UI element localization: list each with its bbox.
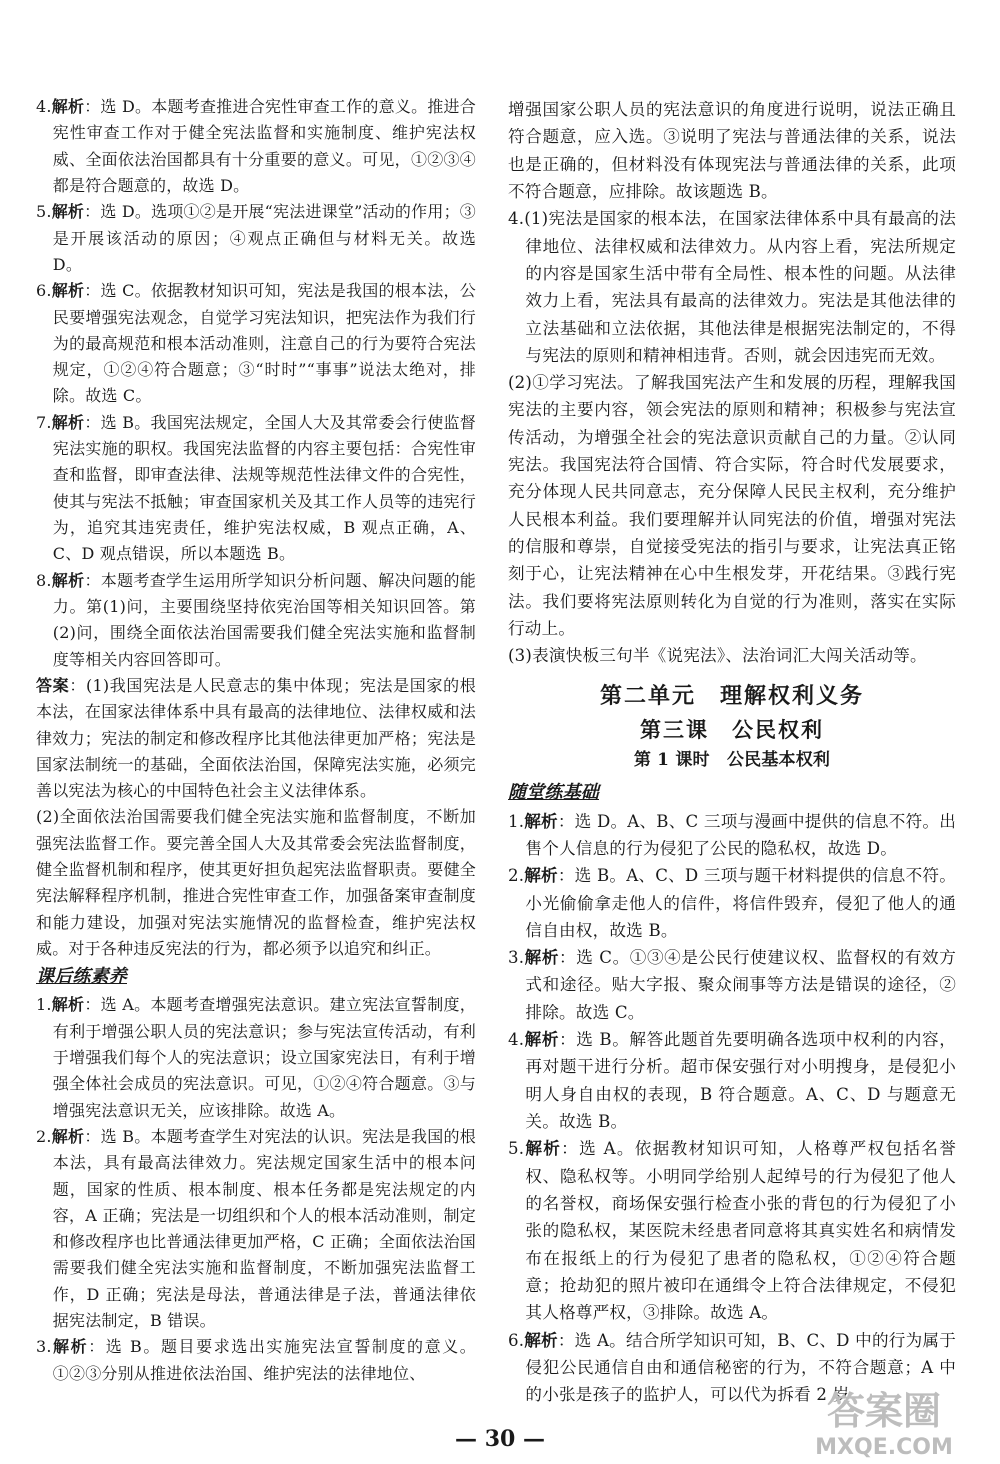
- item-text: ：选 B。A、C、D 三项与题干材料提供的信息不符。小光偷偷拿走他人的信件，将信件毁弃，侵犯了他人的通信自由权，故选 B。: [525, 866, 956, 940]
- item-text: ：选 B。我国宪法规定，全国人大及其常委会行使监督宪法实施的职权。我国宪法监督的内容主要包括：合宪性审查和监督，即审查法律、法规等规范性法律文件的合宪性，使其与宪法不抵触；审查国家机关及其工作人员等的违宪行为，追究其违宪责任，维护宪法权威，B 观点正确，A、C、D 观点错误，所以本题选 B。: [52, 412, 476, 564]
- item-text: ：选 D。本题考查推进合宪性审查工作的意义。推进合宪性审查工作对于健全宪法监督和实施制度、维护宪法权威、全面依法治国都具有十分重要的意义。可见，①②③④都是符合题意的，故选 D。: [52, 97, 476, 195]
- answer-item: [36, 568, 476, 673]
- item-label: 解析: [524, 1138, 562, 1159]
- item-number: 1.: [508, 811, 525, 831]
- item-number: 7.: [36, 412, 52, 432]
- item-text: ：选 C。依据教材知识可知，宪法是我国的根本法，公民要增强宪法观念，自觉学习宪法知识，把宪法作为我们行为的最高规范和根本活动准则，注意自己的行为要符合宪法规定，①②④符合题意；③“时时”“事事”说法太绝对，排除。故选 C。: [52, 281, 476, 406]
- item-text: ：(1)我国宪法是人民意志的集中体现；宪法是国家的根本法，在国家法律体系中具有最高的法律地位、法律权威和法律效力；宪法的制定和修改程序比其他法律更加严格；宪法是国家法制统一的基础，全面依法治国，保障宪法实施，必须完善以宪法为核心的中国特色社会主义法律体系。: [36, 675, 476, 801]
- item-text: ：选 B。本题考查学生对宪法的认识。宪法是我国的根本法，具有最高法律效力。宪法规定国家生活中的根本问题，国家的性质、根本制度、根本任务都是宪法规定的内容，A 正确；宪法是一切组织和个人的根本活动准则，制定和修改程序也比普通法律更加严格，C 正确；全面依法治国需要我们健全宪法实施和监督制度，不断加强宪法监督工作，D 正确；宪法是母法，普通法律是子法，普通法律依据宪法制定，B 错误。: [52, 1126, 476, 1331]
- item-text: ：选 A。依据教材知识可知，人格尊严权包括名誉权、隐私权等。小明同学给别人起绰号的行为侵犯了他人的名誉权，商场保安强行检查小张的背包的行为侵犯了小张的隐私权，某医院未经患者同意将其真实姓名和病情发布在报纸上的行为侵犯了患者的隐私权，①②④符合题意；抢劫犯的照片被印在通缉令上符合法律规定，不侵犯其人格尊严权，③排除。故选 A。: [525, 1139, 956, 1323]
- item-number: 6.: [508, 1330, 525, 1350]
- section-heading: 课后练素养: [36, 966, 127, 988]
- answer-item: [508, 808, 956, 863]
- section-heading: 随堂练基础: [508, 781, 599, 803]
- answer-item: [36, 992, 476, 1124]
- right-column: [508, 96, 956, 1408]
- item-label: 解析: [51, 281, 85, 301]
- item-label: 解析: [51, 1337, 89, 1357]
- item-label: 解析: [51, 995, 85, 1015]
- item-label: 解析: [524, 1029, 560, 1050]
- item-number: 1.: [36, 995, 52, 1015]
- watermark-logo: [796, 1374, 972, 1462]
- answer-item: [508, 862, 956, 944]
- answer-paragraph: [508, 369, 956, 642]
- item-text: (2)全面依法治国需要我们健全宪法实施和监督制度，不断加强宪法监督工作。要完善全国人大及其常委会宪法监督制度，健全监督机制和程序，使其更好担负起宪法监督职责。要健全宪法解释程序机制，推进合宪性审查工作，加强备案审查制度和能力建设，加强对宪法实施情况的监督检查，维护宪法权威。对于各种违反宪法的行为，都必须予以追究和纠正。: [36, 807, 476, 958]
- answer-item: [36, 1124, 476, 1335]
- item-number: 5.: [36, 202, 52, 222]
- item-text: ：选 D。选项①②是开展“宪法进课堂”活动的作用；③是开展该活动的原因；④观点正确但与材料无关。故选 D。: [52, 202, 476, 274]
- answer-item: [36, 1334, 476, 1387]
- answer-item: [36, 94, 476, 199]
- answer-item: [508, 1026, 956, 1135]
- item-text: ：本题考查学生运用所学知识分析问题、解决问题的能力。第(1)问，主要围绕坚持依宪治国等相关知识回答。第(2)问，围绕全面依法治国需要我们健全宪法实施和监督制度等相关内容回答即可。: [52, 570, 476, 669]
- left-column: [36, 94, 476, 1387]
- item-label: 解析: [51, 1126, 85, 1146]
- answer-paragraph: [508, 642, 956, 669]
- item-label: 解析: [524, 810, 558, 831]
- answer-item: [36, 278, 476, 410]
- item-number: 2.: [36, 1126, 52, 1146]
- watermark-url: MXQE.COM: [815, 1435, 953, 1460]
- item-text: 增强国家公职人员的宪法意识的角度进行说明，说法正确且符合题意，应入选。③说明了宪法与普通法律的关系，说法也是正确的，但材料没有体现宪法与普通法律的关系，此项不符合题意，应排除。故该题选 B。: [508, 100, 956, 201]
- item-number: 3.: [36, 1337, 52, 1357]
- item-text: ：选 A。结合所学知识可知，B、C、D 中的行为属于侵犯公民通信自由和通信秘密的行为，不符合题意；A 中的小张是孩子的监护人，可以代为拆看 2 岁: [525, 1330, 956, 1405]
- item-number: 5.: [508, 1139, 525, 1159]
- item-text: (2)①学习宪法。了解我国宪法产生和发展的历程，理解我国宪法的主要内容，领会宪法的原则和精神；积极参与宪法宣传活动，为增强全社会的宪法意识贡献自己的力量。②认同宪法。我国宪法符合国情、符合实际，符合时代发展要求，充分体现人民共同意志，充分保障人民民主权利，充分维护人民根本利益。我们要理解并认同宪法的价值，增强对宪法的信服和尊崇，自觉接受宪法的指引与要求，让宪法真正铭刻于心，让宪法精神在心中生根发芽，开花结果。③践行宪法。我们要将宪法原则转化为自觉的行为准则，落实在实际行动上。: [508, 373, 956, 638]
- answer-item: [508, 944, 956, 1026]
- item-text: (1)宪法是国家的根本法，在国家法律体系中具有最高的法律地位、法律权威和法律效力。从内容上看，宪法所规定的内容是国家生活中带有全局性、根本性的问题。从法律效力上看，宪法具有最高的法律效力。宪法是其他法律的立法基础和立法依据，其他法律是根据宪法制定的，不得与宪法的原则和精神相违背。否则，就会因违宪而无效。: [524, 209, 956, 365]
- lesson-title: 第三课 公民权利: [640, 716, 824, 742]
- item-label: 答案: [36, 675, 70, 695]
- item-text: ：选 B。解答此题首先要明确各选项中权利的内容，再对题干进行分析。超市保安强行对小明搜身，是侵犯小明人身自由权的表现，B 符合题意。A、C、D 与题意无关。故选 B。: [525, 1030, 956, 1131]
- answer-item: [36, 199, 476, 278]
- item-text: ：选 C。①③④是公民行使建议权、监督权的有效方式和途径。贴大字报、聚众闹事等方法是错误的途径，②排除。故选 C。: [525, 948, 956, 1022]
- item-number: 2.: [508, 866, 525, 886]
- item-label: 解析: [524, 865, 558, 886]
- item-number: 4.: [508, 209, 525, 229]
- item-label: 解析: [51, 412, 85, 432]
- answer-paragraph: [508, 96, 956, 205]
- item-label: 解析: [524, 1329, 558, 1350]
- page-number-dash-right: —: [515, 1426, 545, 1452]
- watermark-brand: 答案圈: [826, 1389, 942, 1433]
- item-number: 4.: [508, 1030, 525, 1050]
- item-label: 解析: [51, 97, 85, 116]
- item-text: ：选 B。题目要求选出实施宪法宣誓制度的意义。①②③分别从推进依法治国、维护宪法的法律地位、: [52, 1337, 476, 1383]
- page-number-value: 30: [484, 1426, 516, 1452]
- item-number: 3.: [508, 948, 525, 968]
- item-number: 4.: [36, 97, 52, 116]
- page-number-dash-left: —: [455, 1426, 485, 1452]
- item-label: 解析: [51, 570, 85, 590]
- answer-item: [508, 1135, 956, 1326]
- answer-paragraph: [36, 673, 476, 805]
- unit-title: 第二单元 理解权利义务: [599, 682, 864, 709]
- item-number: 6.: [36, 281, 52, 301]
- item-text: (3)表演快板三句半《说宪法》、法治词汇大闯关活动等。: [508, 646, 927, 666]
- item-number: 8.: [36, 570, 52, 590]
- period-title: 第 1 课时 公民基本权利: [633, 749, 831, 770]
- answer-paragraph: [36, 804, 476, 962]
- item-text: ：选 A。本题考查增强宪法意识。建立宪法宣誓制度，有利于增强公职人员的宪法意识；参与宪法宣传活动，有利于增强我们每个人的宪法意识；设立国家宪法日，有利于增强全体社会成员的宪法意识。可见，①②④符合题意。③与增强宪法意识无关，应该排除。故选 A。: [52, 995, 476, 1120]
- item-text: ：选 D。A、B、C 三项与漫画中提供的信息不符。出售个人信息的行为侵犯了公民的隐私权，故选 D。: [525, 811, 956, 858]
- answer-item: [36, 410, 476, 568]
- answer-item: [508, 205, 956, 369]
- item-label: 解析: [51, 202, 85, 222]
- item-label: 解析: [524, 947, 560, 968]
